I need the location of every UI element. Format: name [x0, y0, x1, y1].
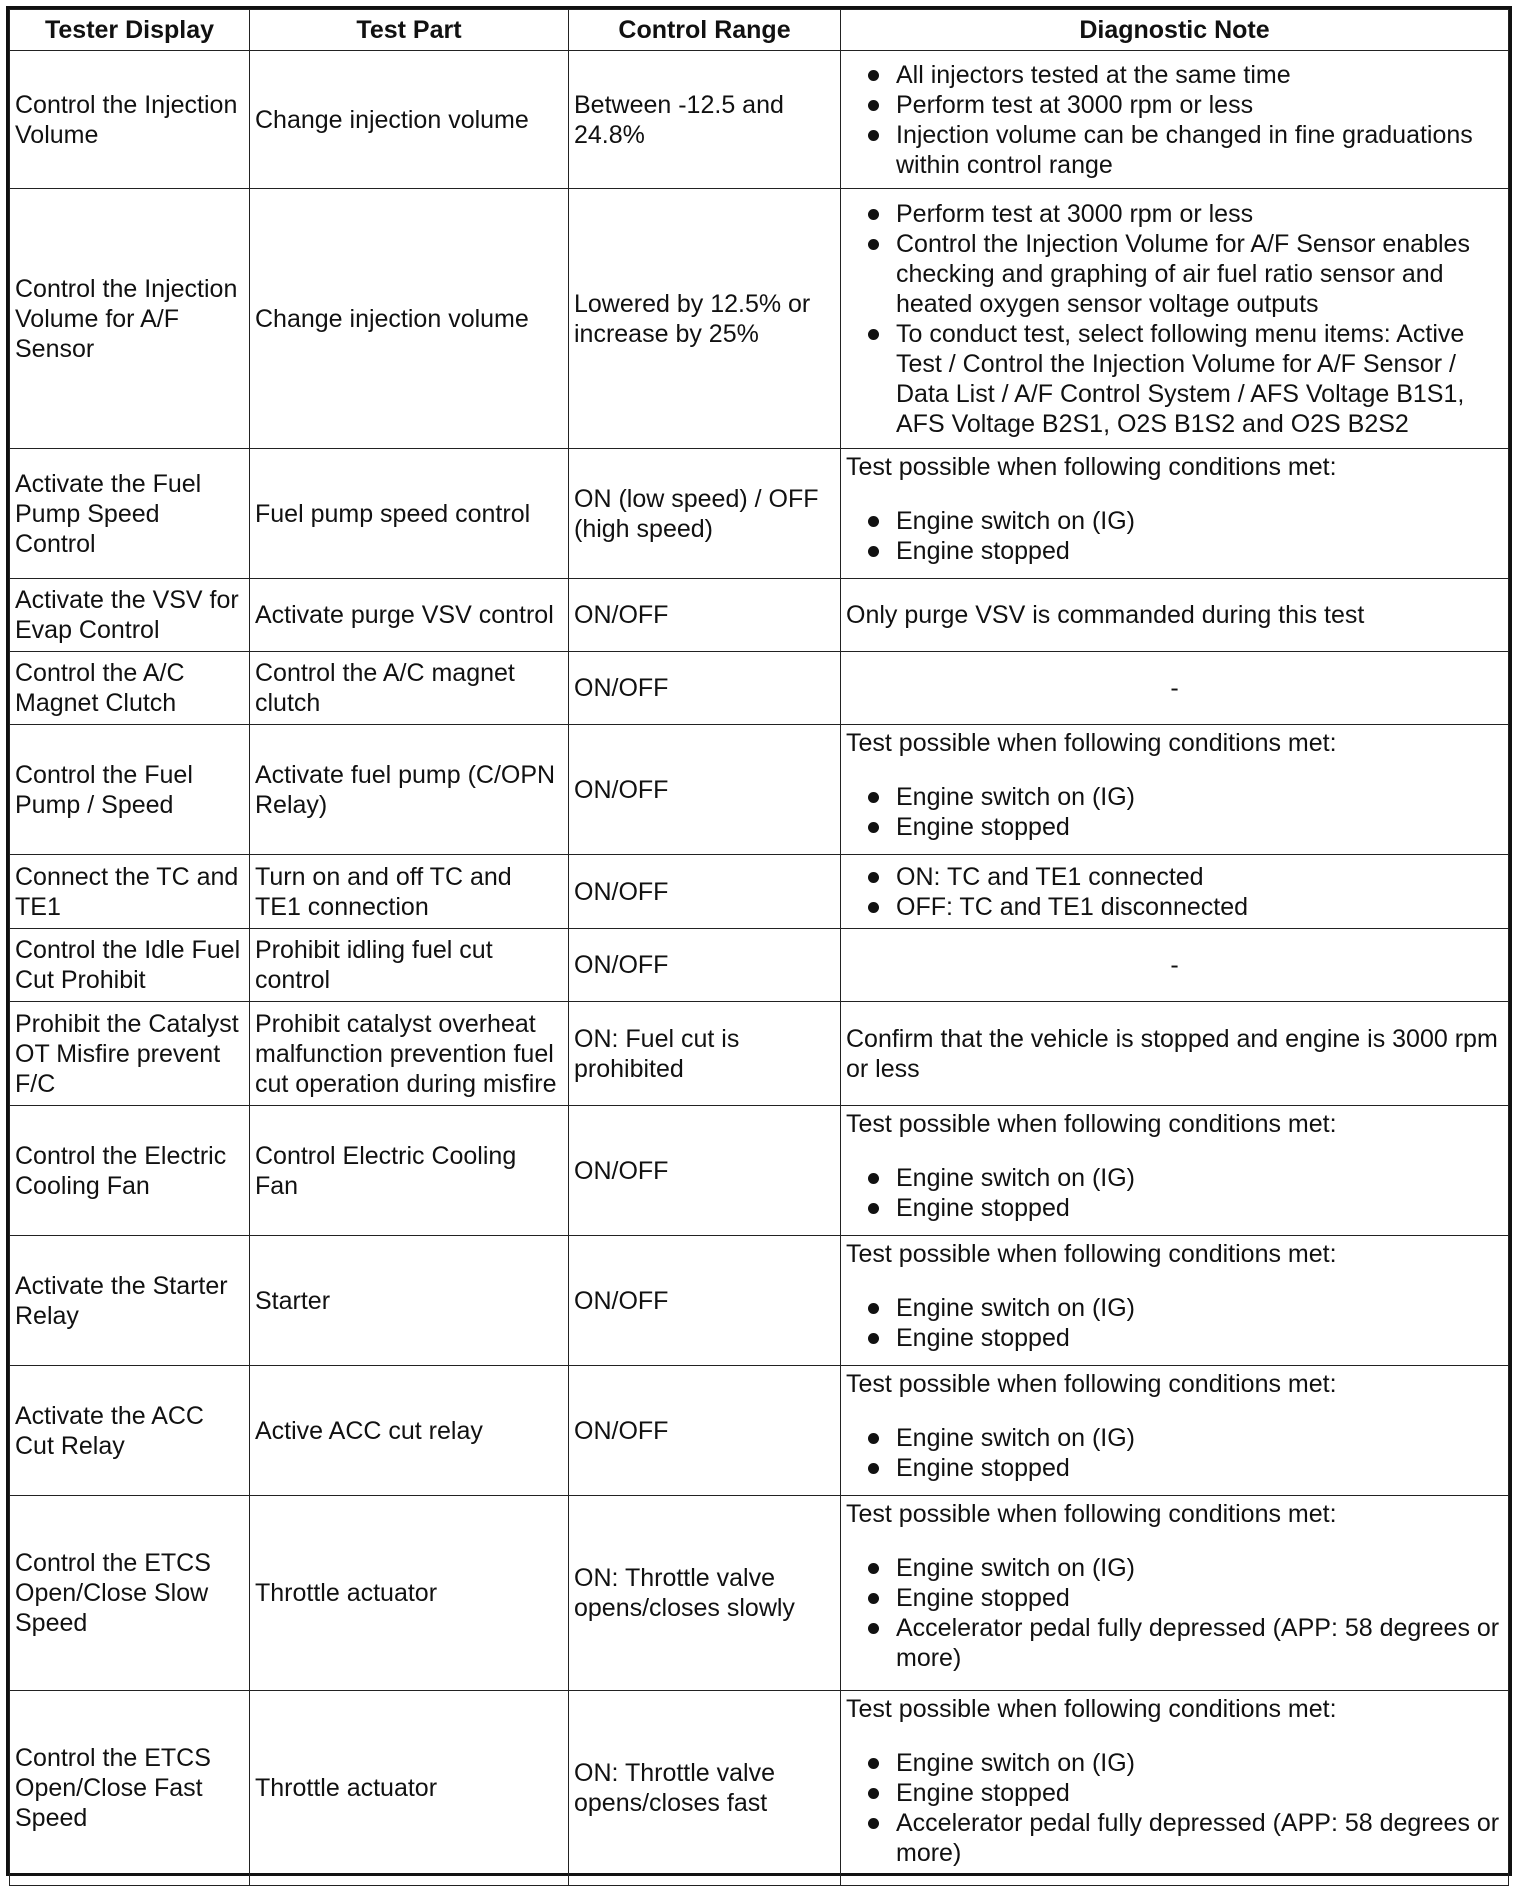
note-bullet: Accelerator pedal fully depressed (APP: 58 degrees or more)	[846, 1808, 1503, 1868]
diagnostic-note-cell	[841, 1002, 1509, 1106]
control-range-cell: ON: Throttle valve opens/closes fast	[569, 1691, 841, 1886]
tester-display-cell: Activate the Starter Relay	[10, 1236, 250, 1366]
table-row	[10, 1691, 1509, 1886]
note-intro: Test possible when following conditions met:	[846, 1240, 1337, 1268]
table-row	[10, 449, 1509, 579]
note-intro: Test possible when following conditions met:	[846, 1500, 1337, 1528]
note-intro: Test possible when following conditions met:	[846, 1110, 1337, 1138]
note-bullet: Engine stopped	[846, 1583, 1503, 1613]
tester-display-cell: Control the Injection Volume	[10, 51, 250, 189]
note-bullet: Engine stopped	[846, 536, 1503, 566]
diagnostic-note-cell	[841, 725, 1509, 855]
note-text: Only purge VSV is commanded during this test	[846, 601, 1365, 629]
control-range-cell: ON/OFF	[569, 725, 841, 855]
table-header-row	[10, 10, 1509, 51]
control-range-cell: Between -12.5 and 24.8%	[569, 51, 841, 189]
table-row	[10, 51, 1509, 189]
control-range-cell: ON: Fuel cut is prohibited	[569, 1002, 841, 1106]
note-bullet-list	[846, 1293, 1503, 1353]
note-intro: Test possible when following conditions met:	[846, 729, 1337, 757]
test-part-cell: Fuel pump speed control	[250, 449, 569, 579]
test-part-cell: Active ACC cut relay	[250, 1366, 569, 1496]
note-bullet: Engine stopped	[846, 1778, 1503, 1808]
tester-display-cell: Control the Fuel Pump / Speed	[10, 725, 250, 855]
table-row	[10, 579, 1509, 652]
control-range-cell: ON/OFF	[569, 929, 841, 1002]
tester-display-cell: Connect the TC and TE1	[10, 855, 250, 929]
diagnostic-note-cell	[841, 579, 1509, 652]
note-bullet: To conduct test, select following menu items: Active Test / Control the Injection Volume for A/F Sensor / Data List / A/F Control System / AFS Voltage B1S1, AFS Voltage B2S1, O2S B1S2 and O2S B2S2	[846, 319, 1503, 439]
diagnostic-note-cell	[841, 1691, 1509, 1886]
note-bullet: Engine switch on (IG)	[846, 506, 1503, 536]
table-row	[10, 189, 1509, 449]
table-row	[10, 1106, 1509, 1236]
diagnostic-note-cell	[841, 449, 1509, 579]
note-bullet: Engine switch on (IG)	[846, 1293, 1503, 1323]
test-part-cell: Control Electric Cooling Fan	[250, 1106, 569, 1236]
note-bullet: Accelerator pedal fully depressed (APP: 58 degrees or more)	[846, 1613, 1503, 1673]
note-bullet-list	[846, 1423, 1503, 1483]
note-intro: Test possible when following conditions met:	[846, 1695, 1337, 1723]
tester-display-cell: Control the ETCS Open/Close Slow Speed	[10, 1496, 250, 1691]
active-test-table	[9, 9, 1509, 1886]
note-bullet: Engine stopped	[846, 812, 1503, 842]
tester-display-cell: Prohibit the Catalyst OT Misfire prevent F/C	[10, 1002, 250, 1106]
diagnostic-note-cell	[841, 652, 1509, 725]
note-bullet-list	[846, 506, 1503, 566]
test-part-cell: Change injection volume	[250, 51, 569, 189]
test-part-cell: Prohibit catalyst overheat malfunction prevention fuel cut operation during misfire	[250, 1002, 569, 1106]
diagnostic-note-cell	[841, 1236, 1509, 1366]
note-bullet: ON: TC and TE1 connected	[846, 862, 1503, 892]
table-row	[10, 725, 1509, 855]
note-bullet-list	[846, 1748, 1503, 1868]
note-bullet-list	[846, 862, 1503, 922]
note-bullet-list	[846, 1163, 1503, 1223]
note-bullet: Perform test at 3000 rpm or less	[846, 90, 1503, 120]
test-part-cell: Turn on and off TC and TE1 connection	[250, 855, 569, 929]
note-bullet: Engine switch on (IG)	[846, 1423, 1503, 1453]
note-bullet: Engine switch on (IG)	[846, 1748, 1503, 1778]
control-range-cell: ON/OFF	[569, 579, 841, 652]
tester-display-cell: Control the Injection Volume for A/F Sensor	[10, 189, 250, 449]
note-intro: Test possible when following conditions met:	[846, 453, 1337, 481]
diagnostic-note-cell	[841, 1366, 1509, 1496]
table-row	[10, 652, 1509, 725]
table-row	[10, 1366, 1509, 1496]
control-range-cell: ON/OFF	[569, 652, 841, 725]
note-bullet: Engine switch on (IG)	[846, 1553, 1503, 1583]
note-bullet: Engine switch on (IG)	[846, 782, 1503, 812]
test-part-cell: Prohibit idling fuel cut control	[250, 929, 569, 1002]
header-test-part: Test Part	[250, 10, 569, 51]
table-row	[10, 929, 1509, 1002]
note-empty-dash: -	[1170, 674, 1179, 702]
tester-display-cell: Activate the ACC Cut Relay	[10, 1366, 250, 1496]
table-row	[10, 1002, 1509, 1106]
test-part-cell: Throttle actuator	[250, 1691, 569, 1886]
note-bullet: Engine stopped	[846, 1453, 1503, 1483]
test-part-cell: Control the A/C magnet clutch	[250, 652, 569, 725]
header-diagnostic-note: Diagnostic Note	[841, 10, 1509, 51]
diagnostic-note-cell	[841, 189, 1509, 449]
table-row	[10, 1496, 1509, 1691]
tester-display-cell: Control the Idle Fuel Cut Prohibit	[10, 929, 250, 1002]
note-bullet: Perform test at 3000 rpm or less	[846, 199, 1503, 229]
control-range-cell: ON/OFF	[569, 1106, 841, 1236]
test-part-cell: Activate purge VSV control	[250, 579, 569, 652]
test-part-cell: Activate fuel pump (C/OPN Relay)	[250, 725, 569, 855]
note-text: Confirm that the vehicle is stopped and engine is 3000 rpm or less	[846, 1024, 1498, 1083]
note-bullet: Engine stopped	[846, 1193, 1503, 1223]
note-bullet: Injection volume can be changed in fine graduations within control range	[846, 120, 1503, 180]
note-bullet-list	[846, 199, 1503, 439]
tester-display-cell: Control the Electric Cooling Fan	[10, 1106, 250, 1236]
control-range-cell: ON/OFF	[569, 1366, 841, 1496]
note-bullet: All injectors tested at the same time	[846, 60, 1503, 90]
control-range-cell: ON: Throttle valve opens/closes slowly	[569, 1496, 841, 1691]
active-test-table-container	[6, 6, 1512, 1876]
note-bullet-list	[846, 782, 1503, 842]
table-body	[10, 51, 1509, 1886]
table-row	[10, 1236, 1509, 1366]
note-bullet: Control the Injection Volume for A/F Sensor enables checking and graphing of air fuel ratio sensor and heated oxygen sensor voltage outputs	[846, 229, 1503, 319]
note-bullet: OFF: TC and TE1 disconnected	[846, 892, 1503, 922]
control-range-cell: ON/OFF	[569, 1236, 841, 1366]
note-intro: Test possible when following conditions met:	[846, 1370, 1337, 1398]
note-bullet: Engine stopped	[846, 1323, 1503, 1353]
note-bullet: Engine switch on (IG)	[846, 1163, 1503, 1193]
control-range-cell: ON (low speed) / OFF (high speed)	[569, 449, 841, 579]
diagnostic-note-cell	[841, 929, 1509, 1002]
tester-display-cell: Control the A/C Magnet Clutch	[10, 652, 250, 725]
test-part-cell: Throttle actuator	[250, 1496, 569, 1691]
note-bullet-list	[846, 60, 1503, 180]
diagnostic-note-cell	[841, 51, 1509, 189]
control-range-cell: ON/OFF	[569, 855, 841, 929]
test-part-cell: Change injection volume	[250, 189, 569, 449]
tester-display-cell: Control the ETCS Open/Close Fast Speed	[10, 1691, 250, 1886]
tester-display-cell: Activate the VSV for Evap Control	[10, 579, 250, 652]
header-control-range: Control Range	[569, 10, 841, 51]
table-row	[10, 855, 1509, 929]
note-bullet-list	[846, 1553, 1503, 1673]
test-part-cell: Starter	[250, 1236, 569, 1366]
control-range-cell: Lowered by 12.5% or increase by 25%	[569, 189, 841, 449]
diagnostic-note-cell	[841, 1106, 1509, 1236]
diagnostic-note-cell	[841, 855, 1509, 929]
note-empty-dash: -	[1170, 951, 1179, 979]
header-tester-display: Tester Display	[10, 10, 250, 51]
tester-display-cell: Activate the Fuel Pump Speed Control	[10, 449, 250, 579]
diagnostic-note-cell	[841, 1496, 1509, 1691]
